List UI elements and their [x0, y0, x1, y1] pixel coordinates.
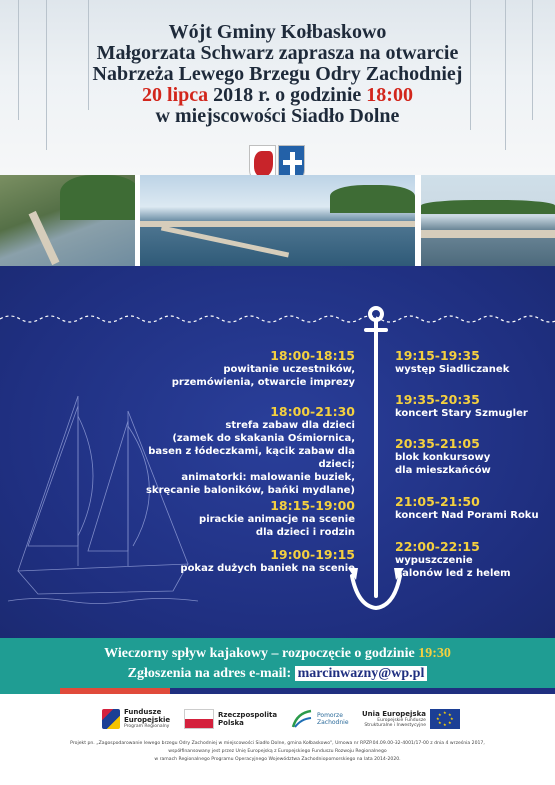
project-note — [30, 740, 525, 764]
color-stripe — [170, 688, 555, 694]
logo-text: Europejskie — [124, 716, 171, 725]
schedule-time: 19:00-19:15 — [270, 547, 355, 562]
kayak-line — [0, 645, 555, 662]
logo-text: Rzeczpospolita — [218, 711, 278, 719]
schedule-item — [395, 392, 545, 420]
schedule-time: 18:15-19:00 — [270, 498, 355, 513]
schedule-item — [395, 436, 545, 477]
fundusze-europejskie-icon — [102, 709, 120, 729]
schedule-desc: pirackie animacje na scenie — [199, 514, 355, 525]
schedule-desc: pokaz dużych baniek na scenie — [180, 563, 355, 574]
schedule-desc: animatorki: malowanie buziek, — [181, 472, 355, 483]
pomorze-zachodnie-logo — [291, 706, 349, 732]
heading-line-3: Nabrzeża Lewego Brzegu Odry Zachodniej — [92, 63, 463, 85]
logo-text: Polska — [218, 719, 244, 727]
funding-logos — [0, 700, 555, 736]
polish-flag-icon — [184, 709, 214, 729]
schedule-desc: balonów led z helem — [395, 568, 511, 579]
cross-icon-bar — [283, 160, 302, 165]
schedule-desc: strefa zabaw dla dzieci — [225, 420, 355, 431]
schedule-item — [115, 547, 355, 575]
schedule-desc: występ Siadliczanek — [395, 364, 510, 375]
schedule-desc: wypuszczenie — [395, 555, 473, 566]
schedule-desc: dla mieszkańców — [395, 465, 491, 476]
email-link[interactable]: marcinwazny@wp.pl — [295, 666, 428, 681]
photo-pier — [161, 226, 289, 258]
logo-text: Zachodnie — [317, 719, 349, 726]
kayak-time: 19:30 — [418, 646, 451, 661]
heading-line-1: Wójt Gminy Kołbaskowo — [168, 21, 387, 43]
schedule-desc: koncert Nad Porami Roku — [395, 510, 539, 521]
schedule-time: 18:00-18:15 — [270, 348, 355, 363]
logo-text: Unia Europejska — [362, 709, 426, 718]
photo-trees — [60, 175, 135, 220]
pier-photo — [421, 175, 555, 266]
project-note-line: współfinansowany jest przez Unię Europejską z Europejskiego Funduszu Rozwoju Regionalnego — [168, 749, 387, 754]
schedule-desc: skręcanie baloników, bańki mydlane) — [145, 485, 355, 496]
program-panel — [0, 266, 555, 638]
color-stripe — [60, 688, 170, 694]
logo-subtext: Program Regionalny — [124, 724, 170, 730]
photo-pier — [140, 221, 415, 227]
schedule-time: 21:05-21:50 — [395, 494, 480, 509]
logo-text: Pomorze — [317, 712, 343, 719]
date-middle-text: 2018 r. o godzinie — [208, 84, 367, 106]
schedule-desc: dla dzieci i rodzin — [255, 527, 355, 538]
rzeczpospolita-logo — [184, 706, 277, 732]
event-date: 20 lipca — [142, 84, 209, 106]
photo-pier — [29, 211, 60, 265]
aerial-photo — [0, 175, 135, 266]
schedule-item — [115, 404, 355, 497]
schedule-desc: basen z łódeczkami, kącik zabaw dla dzieci; — [148, 446, 355, 470]
marina-photo — [140, 175, 415, 266]
fundusze-europejskie-logo — [102, 706, 170, 732]
project-note-line: w ramach Regionalnego Programu Operacyjnego Województwa Zachodniopomorskiego na lata 2014-2020. — [154, 757, 401, 762]
schedule-desc: blok konkursowy — [395, 452, 491, 463]
schedule-time: 20:35-21:05 — [395, 436, 480, 451]
schedule-desc: przemówienia, otwarcie imprezy — [171, 377, 355, 388]
schedule-item — [115, 348, 355, 389]
project-note-line: Projekt pn. „Zagospodarowanie lewego brzegu Odry Zachodniej w miejscowości Siadło Dolne, gmina Kołbaskowo", Umowa nr RPZP.04.09.00-32-4001/17-00 z dnia 4 września 2017, — [70, 741, 485, 746]
logo-subtext: Strukturalne i Inwestycyjne — [364, 723, 426, 728]
unia-europejska-logo — [362, 706, 460, 732]
heading-line-5: w miejscowości Siadło Dolne — [155, 105, 400, 127]
schedule-desc: koncert Stary Szmugler — [395, 408, 528, 419]
schedule-item — [115, 498, 355, 539]
photo-trees — [330, 185, 415, 213]
schedule-time: 19:35-20:35 — [395, 392, 480, 407]
schedule-item — [395, 539, 545, 580]
schedule-item — [395, 348, 545, 376]
kayak-text: Wieczorny spływ kajakowy – rozpoczęcie o godzinie — [104, 646, 419, 661]
heading-line-4 — [0, 85, 555, 106]
heading-line-2: Małgorzata Schwarz zaprasza na otwarcie — [96, 42, 459, 64]
logo-subtext: Europejskie Fundusze — [377, 717, 426, 723]
eu-flag-icon: ★ ★ ★ ★ ★ ★ ★ ★ — [430, 709, 460, 729]
email-label: Zgłoszenia na adres e-mail: — [127, 666, 295, 681]
email-line — [0, 665, 555, 682]
schedule-time: 22:00-22:15 — [395, 539, 480, 554]
pomorze-zachodnie-icon — [291, 709, 313, 729]
griffin-icon — [254, 151, 273, 177]
photo-pier — [421, 230, 555, 238]
color-stripe — [0, 688, 60, 694]
kayak-info-band — [0, 638, 555, 688]
event-time: 18:00 — [366, 84, 413, 106]
schedule-item — [395, 494, 545, 522]
logo-text: Fundusze — [124, 708, 162, 717]
wave-decoration — [0, 310, 555, 328]
schedule-time: 18:00-21:30 — [270, 404, 355, 419]
photo-trees — [421, 200, 555, 214]
schedule-desc: (zamek do skakania Ośmiornica, — [172, 433, 355, 444]
schedule-desc: powitanie uczestników, — [223, 364, 355, 375]
invitation-heading — [0, 22, 555, 127]
schedule-time: 19:15-19:35 — [395, 348, 480, 363]
